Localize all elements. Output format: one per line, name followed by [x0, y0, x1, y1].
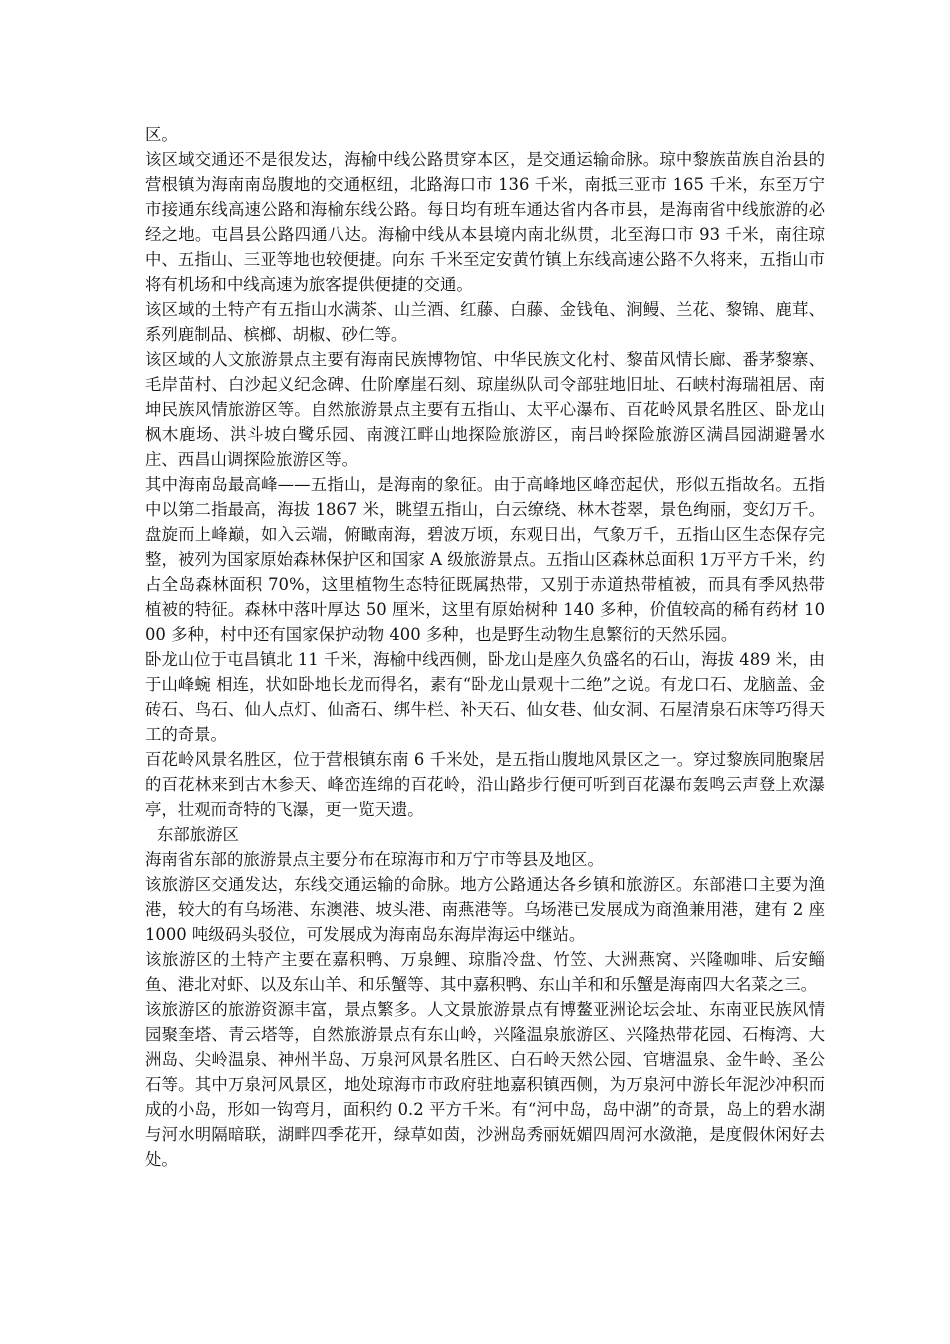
paragraph-east-specialties: 该旅游区的土特产主要在嘉积鸭、万泉鲤、琼脂冷盘、竹笠、大洲燕窝、兴隆咖啡、后安鲻鱼、港北对虾、以及东山羊、和乐蟹等、其中嘉积鸭、东山羊和和乐蟹是海南四大名菜之三。 — [145, 950, 825, 994]
paragraph-baihualing: 百花岭风景名胜区，位于营根镇东南 6 千米处，是五指山腹地风景区之一。穿过黎族同胞聚居的百花林来到古木参天、峰峦连绵的百花岭，沿山路步行便可听到百花瀑布轰鸣云声登上欢瀑亭，壮观而奇特的飞瀑，更一览天遗。 — [145, 750, 825, 819]
paragraph-east-transport: 该旅游区交通发达，东线交通运输的命脉。地方公路通达各乡镇和旅游区。东部港口主要为渔港，较大的有乌场港、东澳港、坡头港、南燕港等。乌场港已发展成为商渔兼用港，建有 2 座 1000 吨级码头驳位，可发展成为海南岛东海岸海运中继站。 — [145, 875, 825, 944]
document-body — [145, 122, 825, 1172]
paragraph-transport: 该区域交通还不是很发达，海榆中线公路贯穿本区，是交通运输命脉。琼中黎族苗族自治县的营根镇为海南南岛腹地的交通枢纽，北路海口市 136 千米，南抵三亚市 165 千米，东至万宁市接通东线高速公路和海榆东线公路。每日均有班车通达省内各市县，是海南省中线旅游的必经之地。屯昌县公路四通八达。海榆中线从本县境内南北纵贯，北至海口市 93 千米，南往琼中、五指山、三亚等地也较便捷。向东 千米至定安黄竹镇上东线高速公路不久将来，五指山市将有机场和中线高速为旅客提供便捷的交通。 — [145, 150, 825, 294]
paragraph-wolongshan: 卧龙山位于屯昌镇北 11 千米，海榆中线西侧，卧龙山是座久负盛名的石山，海拔 489 米，由于山峰蜿 相连，状如卧地长龙而得名，素有“卧龙山景观十二绝”之说。有龙口石、龙脑盖、金砖石、鸟石、仙人点灯、仙斋石、绑牛栏、补天石、仙女巷、仙女洞、石屋清泉石床等巧得天工的奇景。 — [145, 650, 825, 744]
paragraph-fragment: 区。 — [145, 125, 178, 144]
paragraph-attractions: 该区域的人文旅游景点主要有海南民族博物馆、中华民族文化村、黎苗风情长廊、番茅黎寨、毛岸苗村、白沙起义纪念碑、仕阶摩崖石刻、琼崖纵队司令部驻地旧址、石峡村海瑞祖居、南坤民族风情旅游区等。自然旅游景点主要有五指山、太平心瀑布、百花岭风景名胜区、卧龙山枫木鹿场、洪斗坡白鹭乐园、南渡江畔山地探险旅游区，南吕岭探险旅游区满昌园湖避暑水庄、西昌山调探险旅游区等。 — [145, 350, 825, 469]
paragraph-wuzhishan: 其中海南岛最高峰——五指山，是海南的象征。由于高峰地区峰峦起伏，形似五指故名。五指中以第二指最高，海拔 1867 米，眺望五指山，白云缭绕、林木苍翠，景色绚丽，变幻万千。盘旋而上峰巅，如入云端，俯瞰南海，碧波万顷，东观日出，气象万千，五指山区生态保存完整，被列为国家原始森林保护区和国家 A 级旅游景点。五指山区森林总面积 1万平方千米，约占全岛森林面积 70%，这里植物生态特征既属热带，又别于赤道热带植被，而具有季风热带植被的特征。森林中落叶厚达 50 厘米，这里有原始树种 140 多种，价值较高的稀有药材 1000 多种，村中还有国家保护动物 400 多种，也是野生动物生息繁衍的天然乐园。 — [145, 475, 825, 644]
paragraph-east-overview: 海南省东部的旅游景点主要分布在琼海市和万宁市等县及地区。 — [145, 850, 604, 869]
section-heading: 东部旅游区 — [157, 825, 239, 844]
paragraph-east-resources: 该旅游区的旅游资源丰富，景点繁多。人文景旅游景点有博鳌亚洲论坛会址、东南亚民族风情园聚奎塔、青云塔等，自然旅游景点有东山岭，兴隆温泉旅游区、兴隆热带花园、石梅湾、大洲岛、尖岭温泉、神州半岛、万泉河风景名胜区、白石岭天然公园、官塘温泉、金牛岭、圣公石等。其中万泉河风景区，地处琼海市市政府驻地嘉积镇西侧，为万泉河中游长年泥沙冲积而成的小岛，形如一钩弯月，面积约 0.2 平方千米。有“河中岛，岛中湖”的奇景，岛上的碧水湖与河水明隔暗联，湖畔四季花开，绿草如茵，沙洲岛秀丽妩媚四周河水潋滟，是度假休闲好去处。 — [145, 1000, 825, 1169]
paragraph-specialties: 该区域的土特产有五指山水满茶、山兰酒、红藤、白藤、金钱龟、涧鳗、兰花、黎锦、鹿茸、系列鹿制品、槟榔、胡椒、砂仁等。 — [145, 300, 825, 344]
